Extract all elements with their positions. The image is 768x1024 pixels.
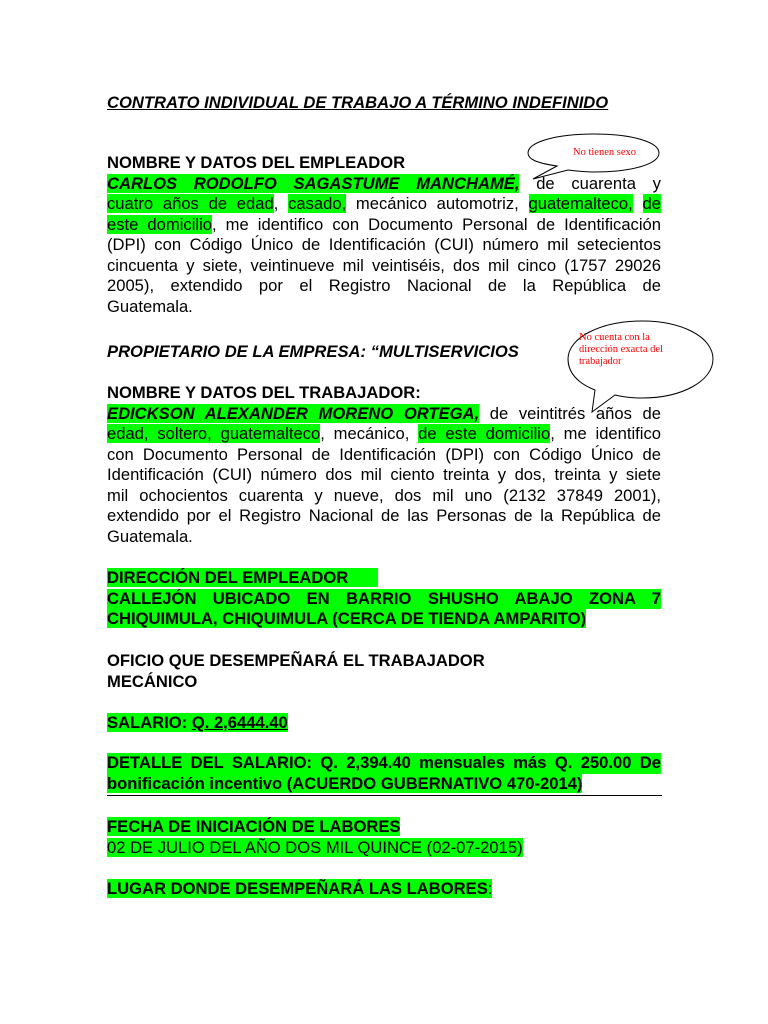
job-value: MECÁNICO bbox=[107, 671, 198, 691]
underline-rule bbox=[107, 795, 662, 796]
employer-nationality: guatemalteco, bbox=[528, 194, 633, 213]
employer-domicile-b: este domicilio bbox=[107, 214, 212, 234]
salary-label: SALARIO: bbox=[107, 713, 192, 732]
salary-detail-value: Q. 2,394.40 mensuales más Q. 250.00 De bbox=[320, 753, 662, 772]
employer-age: cuatro años de edad bbox=[107, 194, 274, 213]
job-heading: OFICIO QUE DESEMPEÑARÁ EL TRABAJADOR bbox=[107, 651, 485, 670]
worker-line-3: con Documento Personal de Identificación (DPI) con Código Único de bbox=[107, 444, 661, 464]
address-section bbox=[107, 568, 661, 630]
start-date-heading: FECHA DE INICIACIÓN DE LABORES bbox=[107, 817, 401, 836]
employer-line-4: (DPI) con Código Único de Identificación (CUI) número mil setecientos bbox=[107, 235, 661, 254]
worker-line-5: mil ochocientos cuarenta y nueve, dos mil uno (2132 37849 2001), bbox=[107, 485, 661, 505]
employer-section: NOMBRE Y DATOS DEL EMPLEADOR CARLOS RODOLFO SAGASTUME MANCHAMÉ, de cuarenta y cuatro años de edad, casado, mecánico automotriz, guatemalteco, de este domicilio, me identifico con Documento Personal de Identificación (DPI) con Código Único de Identificación (CUI) número mil setecientos cincuenta y siete, veintinueve mil veintiséis, dos mil cinco (1757 29026 2005), extendido por el Registro Nacional de la República de Guatemala. bbox=[107, 153, 661, 316]
owner-text: PROPIETARIO DE LA EMPRESA: “MULTISERVICIOS bbox=[107, 342, 519, 361]
salary-detail-line-2: bonificación incentivo (ACUERDO GUBERNATIVO 470-2014) bbox=[107, 773, 583, 793]
worker-heading: NOMBRE Y DATOS DEL TRABAJADOR: bbox=[107, 383, 421, 402]
workplace-heading: LUGAR DONDE DESEMPEÑARÁ LAS LABORES bbox=[107, 879, 488, 898]
salary-detail-label: DETALLE DEL SALARIO: bbox=[107, 753, 321, 772]
worker-age-status: edad, soltero, guatemalteco bbox=[107, 424, 321, 443]
start-date-value: 02 DE JULIO DEL AÑO DOS MIL QUINCE (02-07-2015) bbox=[107, 837, 523, 857]
employer-name: CARLOS RODOLFO SAGASTUME MANCHAMÉ, bbox=[107, 173, 520, 193]
workplace-section: LUGAR DONDE DESEMPEÑARÁ LAS LABORES: bbox=[107, 879, 493, 898]
comment-balloon-2[interactable] bbox=[544, 320, 716, 414]
address-line-1: CALLEJÓN UBICADO EN BARRIO SHUSHO ABAJO ZONA 7 bbox=[107, 588, 661, 608]
job-section bbox=[107, 651, 661, 692]
employer-line-7: Guatemala. bbox=[107, 296, 193, 316]
employer-line-6: 2005), extendido por el Registro Nacional de la República de bbox=[107, 276, 661, 295]
worker-domicile: de este domicilio bbox=[418, 424, 551, 443]
employer-heading: NOMBRE Y DATOS DEL EMPLEADOR bbox=[107, 153, 406, 172]
worker-line-4: Identificación (CUI) número dos mil ciento treinta y dos, treinta y siete bbox=[107, 465, 661, 484]
comment-text-2: No cuenta con la dirección exacta del trabajador bbox=[579, 332, 663, 367]
salary-section bbox=[107, 713, 661, 734]
comment-balloon-1[interactable] bbox=[524, 133, 664, 181]
document-title: CONTRATO INDIVIDUAL DE TRABAJO A TÉRMINO INDEFINIDO bbox=[107, 93, 609, 112]
start-date-section bbox=[107, 817, 661, 858]
worker-name: EDICKSON ALEXANDER MORENO ORTEGA, bbox=[107, 403, 480, 423]
comment-text-1: No tienen sexo bbox=[573, 147, 636, 158]
employer-civil-status: casado, bbox=[288, 194, 347, 213]
employer-domicile-a: de bbox=[642, 194, 661, 213]
salary-detail-section bbox=[107, 753, 661, 794]
worker-line-6: extendido por el Registro Nacional de las Personas de la República de bbox=[107, 506, 661, 525]
address-heading: DIRECCIÓN DEL EMPLEADOR bbox=[107, 568, 378, 587]
worker-section: NOMBRE Y DATOS DEL TRABAJADOR: EDICKSON ALEXANDER MORENO ORTEGA, de veintitrés años de edad, soltero, guatemalteco, mecánico, de este domicilio, me identifico con Documento Personal de Identificación (DPI) con Código Único de Identificación (CUI) número dos mil ciento treinta y dos, treinta y siete mil ochocientos cuarenta y nueve, dos mil uno (2132 37849 2001), extendido por el Registro Nacional de las Personas de la República de Guatemala. bbox=[107, 383, 661, 546]
employer-line-5: cincuenta y siete, veintinueve mil veintiséis, dos mil cinco (1757 29026 bbox=[107, 255, 661, 275]
worker-line-7: Guatemala. bbox=[107, 526, 193, 546]
salary-value: Q. 2,6444.40 bbox=[191, 713, 288, 732]
address-line-2: CHIQUIMULA, CHIQUIMULA (CERCA DE TIENDA AMPARITO) bbox=[107, 609, 587, 628]
